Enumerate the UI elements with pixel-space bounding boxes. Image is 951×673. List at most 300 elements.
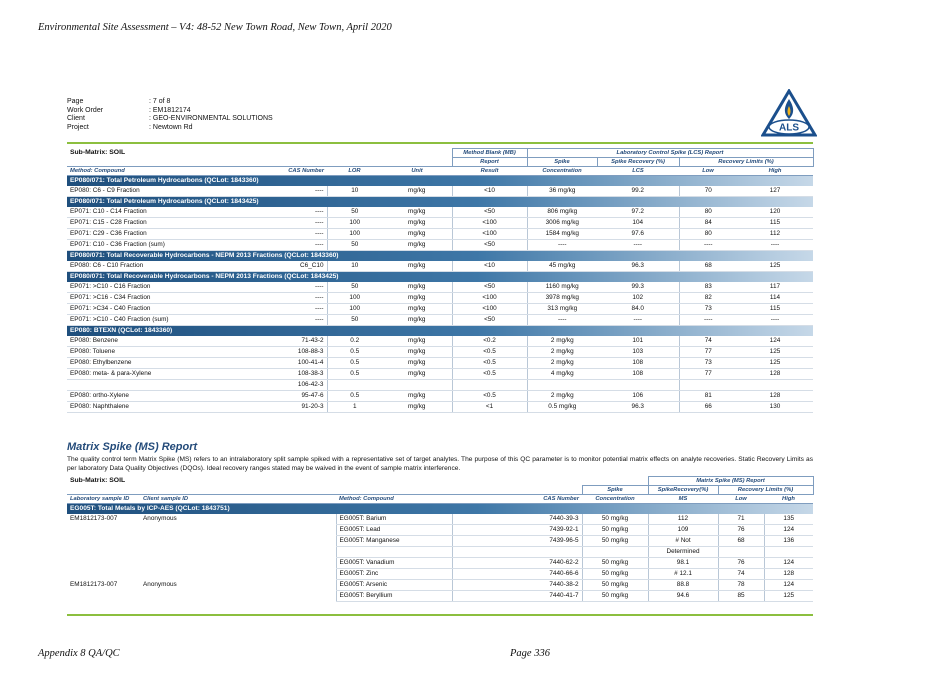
table-cell: 0.2: [327, 336, 382, 347]
ms-submatrix: Sub-Matrix: SOIL: [70, 476, 126, 484]
table-cell: [452, 547, 582, 558]
lcs-report-header: Laboratory Control Spike (LCS) Report: [527, 149, 813, 158]
info-value: : GEO-ENVIRONMENTAL SOLUTIONS: [149, 115, 273, 123]
table-cell: 124: [764, 558, 813, 569]
table-cell: 2 mg/kg: [527, 391, 597, 402]
table-cell: Determined: [648, 547, 718, 558]
table-cell: ----: [527, 240, 597, 251]
table-cell: [140, 525, 336, 536]
table-cell: EP071: >C10 - C16 Fraction: [67, 282, 227, 293]
table-cell: [67, 569, 140, 580]
table-cell: 125: [737, 261, 813, 272]
table-cell: <100: [452, 304, 527, 315]
table-cell: mg/kg: [382, 229, 452, 240]
table-cell: 80: [679, 229, 737, 240]
table-cell: EP080: Benzene: [67, 336, 227, 347]
table-row: [67, 282, 813, 293]
info-value: : Newtown Rd: [149, 123, 193, 131]
section-title: EG005T: Total Metals by ICP-AES (QCLot: 1843751): [67, 504, 813, 515]
table-cell: 109: [648, 525, 718, 536]
table-cell: EG005T: Beryllium: [336, 591, 452, 602]
ms-column-headers: [67, 495, 813, 504]
table-cell: [140, 547, 336, 558]
table-cell: 108-38-3: [227, 369, 327, 380]
ms-body: [67, 514, 813, 602]
table-cell: EG005T: Lead: [336, 525, 452, 536]
section-title: EP080/071: Total Recoverable Hydrocarbons - NEPM 2013 Fractions (QCLot: 1843425): [67, 272, 813, 283]
table-cell: 50 mg/kg: [582, 558, 648, 569]
table-cell: mg/kg: [382, 358, 452, 369]
table-cell: 50: [327, 207, 382, 218]
table-cell: EP071: C10 - C36 Fraction (sum): [67, 240, 227, 251]
col-low: Low: [735, 496, 747, 502]
table-row: [67, 547, 813, 558]
table-cell: 101: [597, 336, 679, 347]
table-cell: 128: [764, 569, 813, 580]
als-logo: [761, 89, 817, 137]
table-cell: ----: [597, 240, 679, 251]
section-row: [67, 176, 813, 187]
table-cell: 80: [679, 207, 737, 218]
table-row: [67, 380, 813, 391]
table-cell: [67, 525, 140, 536]
table-cell: 100: [327, 304, 382, 315]
lcs-column-headers: [67, 167, 813, 176]
table-cell: 2 mg/kg: [527, 336, 597, 347]
table-cell: <50: [452, 282, 527, 293]
table-cell: 124: [737, 336, 813, 347]
section-title: EP080/071: Total Petroleum Hydrocarbons (QCLot: 1843425): [67, 197, 813, 208]
table-cell: EG005T: Arsenic: [336, 580, 452, 591]
table-cell: mg/kg: [382, 218, 452, 229]
table-cell: 7440-38-2: [452, 580, 582, 591]
table-cell: [140, 569, 336, 580]
lcs-table: [67, 148, 814, 413]
table-cell: mg/kg: [382, 207, 452, 218]
divider: [67, 142, 813, 144]
table-cell: 99.2: [597, 186, 679, 197]
col-result: Result: [480, 168, 499, 174]
table-cell: 81: [679, 391, 737, 402]
section-row: [67, 251, 813, 262]
table-cell: 36 mg/kg: [527, 186, 597, 197]
table-cell: ----: [527, 315, 597, 326]
col-concentration: Concentration: [595, 496, 635, 502]
lcs-header-row: [67, 158, 813, 167]
document-header: Environmental Site Assessment – V4: 48-52 New Town Road, New Town, April 2020: [38, 22, 392, 33]
table-row: [67, 293, 813, 304]
table-cell: 135: [764, 514, 813, 525]
report-info: [67, 98, 273, 132]
ms-spike-header: Spike: [582, 486, 648, 495]
table-cell: 7440-62-2: [452, 558, 582, 569]
table-cell: 4 mg/kg: [527, 369, 597, 380]
table-cell: EP071: C10 - C14 Fraction: [67, 207, 227, 218]
table-cell: EP071: >C34 - C40 Fraction: [67, 304, 227, 315]
ms-header-row: [67, 477, 813, 486]
info-row: [67, 124, 273, 133]
table-row: [67, 218, 813, 229]
table-cell: 85: [718, 591, 764, 602]
table-cell: ----: [679, 315, 737, 326]
table-cell: 74: [679, 336, 737, 347]
table-cell: 78: [718, 580, 764, 591]
table-row: [67, 304, 813, 315]
table-cell: 83: [679, 282, 737, 293]
table-cell: 71: [718, 514, 764, 525]
table-row: [67, 207, 813, 218]
table-row: [67, 369, 813, 380]
table-cell: 104: [597, 218, 679, 229]
spike-header: Spike: [527, 158, 597, 167]
table-cell: mg/kg: [382, 293, 452, 304]
table-cell: 1160 mg/kg: [527, 282, 597, 293]
table-cell: [336, 547, 452, 558]
table-row: [67, 229, 813, 240]
report-header: Report: [452, 158, 527, 167]
table-cell: 100: [327, 229, 382, 240]
table-cell: [67, 591, 140, 602]
table-cell: 112: [737, 229, 813, 240]
table-cell: 100: [327, 218, 382, 229]
lcs-header-row: [67, 149, 813, 158]
table-cell: # Not: [648, 536, 718, 547]
table-cell: <1: [452, 402, 527, 413]
col-client-id: Client sample ID: [143, 496, 189, 502]
table-cell: 74: [718, 569, 764, 580]
table-cell: 0.5: [327, 358, 382, 369]
table-cell: <50: [452, 207, 527, 218]
table-cell: ----: [227, 207, 327, 218]
table-cell: EP080: meta- & para-Xylene: [67, 369, 227, 380]
table-cell: [527, 380, 597, 391]
table-row: [67, 514, 813, 525]
table-cell: 124: [764, 580, 813, 591]
table-cell: EM1812173-007: [70, 581, 118, 588]
table-row: [67, 558, 813, 569]
col-lcs: LCS: [632, 168, 644, 174]
table-cell: 0.5: [327, 369, 382, 380]
section-title: EP080/071: Total Recoverable Hydrocarbons - NEPM 2013 Fractions (QCLot: 1843360): [67, 251, 813, 262]
ms-table: [67, 476, 814, 602]
recovery-limits-header: Recovery Limits (%): [679, 158, 813, 167]
col-unit: Unit: [411, 168, 423, 174]
ms-recovery-limits-header: Recovery Limits (%): [718, 486, 813, 495]
table-cell: 127: [737, 186, 813, 197]
table-cell: ----: [227, 186, 327, 197]
table-cell: 70: [679, 186, 737, 197]
table-cell: [764, 547, 813, 558]
table-cell: ----: [227, 240, 327, 251]
table-row: [67, 358, 813, 369]
col-lab-id: Laboratory sample ID: [70, 496, 130, 502]
table-cell: ----: [597, 315, 679, 326]
table-cell: ----: [227, 218, 327, 229]
table-cell: 97.6: [597, 229, 679, 240]
table-cell: [597, 380, 679, 391]
ms-spike-recovery-header: SpikeRecovery(%): [648, 486, 718, 495]
table-cell: ----: [227, 293, 327, 304]
section-row: [67, 197, 813, 208]
section-row: [67, 326, 813, 337]
table-cell: 100-41-4: [227, 358, 327, 369]
table-row: [67, 536, 813, 547]
section-row: [67, 504, 813, 515]
table-cell: <0.5: [452, 391, 527, 402]
table-cell: mg/kg: [382, 186, 452, 197]
section-title: EP080/071: Total Petroleum Hydrocarbons (QCLot: 1843360): [67, 176, 813, 187]
table-cell: 1: [327, 402, 382, 413]
table-cell: <50: [452, 315, 527, 326]
table-cell: 50 mg/kg: [582, 536, 648, 547]
table-cell: 117: [737, 282, 813, 293]
table-cell: mg/kg: [382, 261, 452, 272]
table-cell: <0.5: [452, 358, 527, 369]
table-cell: EP071: >C10 - C40 Fraction (sum): [67, 315, 227, 326]
table-row: [67, 569, 813, 580]
table-cell: 10: [327, 186, 382, 197]
table-cell: mg/kg: [382, 315, 452, 326]
table-cell: [718, 547, 764, 558]
col-ms: MS: [678, 496, 688, 502]
table-cell: 50 mg/kg: [582, 569, 648, 580]
table-cell: [140, 558, 336, 569]
table-cell: 71-43-2: [227, 336, 327, 347]
ms-report-header: Matrix Spike (MS) Report: [648, 477, 813, 486]
info-row: [67, 98, 273, 107]
table-cell: Anonymous: [143, 581, 177, 588]
table-cell: 82: [679, 293, 737, 304]
table-cell: 0.5 mg/kg: [527, 402, 597, 413]
table-row: [67, 402, 813, 413]
table-cell: 103: [597, 347, 679, 358]
table-cell: <10: [452, 261, 527, 272]
table-cell: EP071: C29 - C36 Fraction: [67, 229, 227, 240]
table-cell: 106-42-3: [227, 380, 327, 391]
table-cell: [140, 536, 336, 547]
info-row: [67, 115, 273, 124]
table-cell: EP080: Ethylbenzene: [67, 358, 227, 369]
table-cell: 115: [737, 218, 813, 229]
table-cell: [582, 547, 648, 558]
table-row: [67, 391, 813, 402]
col-lor: LOR: [348, 168, 361, 174]
table-cell: 130: [737, 402, 813, 413]
divider: [67, 614, 813, 616]
table-cell: 66: [679, 402, 737, 413]
table-cell: 77: [679, 369, 737, 380]
table-cell: [67, 547, 140, 558]
table-cell: 108-88-3: [227, 347, 327, 358]
table-cell: 3978 mg/kg: [527, 293, 597, 304]
table-cell: <50: [452, 240, 527, 251]
col-method: Method: Compound: [339, 496, 394, 502]
table-cell: mg/kg: [382, 402, 452, 413]
col-cas: CAS Number: [288, 168, 324, 174]
table-cell: 84: [679, 218, 737, 229]
table-cell: ----: [737, 315, 813, 326]
section-title: EP080: BTEXN (QCLot: 1843360): [67, 326, 813, 337]
table-cell: ----: [227, 315, 327, 326]
table-cell: [67, 536, 140, 547]
section-row: [67, 272, 813, 283]
table-cell: 806 mg/kg: [527, 207, 597, 218]
table-cell: ----: [227, 282, 327, 293]
table-cell: mg/kg: [382, 391, 452, 402]
table-cell: 108: [597, 358, 679, 369]
table-cell: EM1812173-007: [70, 515, 118, 523]
table-cell: 120: [737, 207, 813, 218]
table-cell: mg/kg: [382, 240, 452, 251]
table-row: [67, 315, 813, 326]
col-concentration: Concentration: [542, 168, 582, 174]
table-cell: 76: [718, 558, 764, 569]
table-cell: 0.5: [327, 391, 382, 402]
table-cell: 7440-66-6: [452, 569, 582, 580]
table-cell: EG005T: Zinc: [336, 569, 452, 580]
table-cell: EP080: C6 - C10 Fraction: [67, 261, 227, 272]
table-cell: <100: [452, 293, 527, 304]
table-cell: 125: [737, 347, 813, 358]
info-label: Project: [67, 123, 89, 131]
table-cell: 50 mg/kg: [582, 580, 648, 591]
info-label: Client: [67, 115, 85, 123]
table-cell: [67, 380, 227, 391]
ms-header-row: [67, 486, 813, 495]
col-low: Low: [702, 168, 714, 174]
table-row: [67, 261, 813, 272]
table-cell: 100: [327, 293, 382, 304]
table-cell: mg/kg: [382, 304, 452, 315]
table-cell: <100: [452, 218, 527, 229]
table-cell: EP071: C15 - C28 Fraction: [67, 218, 227, 229]
table-cell: 94.6: [648, 591, 718, 602]
table-cell: EG005T: Barium: [336, 514, 452, 525]
table-cell: 97.2: [597, 207, 679, 218]
table-cell: 0.5: [327, 347, 382, 358]
table-cell: EG005T: Manganese: [336, 536, 452, 547]
footer-appendix: Appendix 8 QA/QC: [38, 648, 120, 659]
spike-recovery-header: Spike Recovery (%): [597, 158, 679, 167]
table-cell: # 12.1: [648, 569, 718, 580]
info-value: : 7 of 8: [149, 98, 171, 105]
table-row: [67, 525, 813, 536]
ms-description: The quality control term Matrix Spike (MS) refers to an intralaboratory split sample spiked with a representative set of target analytes. The purpose of this QC parameter is to monitor potential matrix effects on analyte recoveries. Static Recovery Limits as per laboratory Data Quality Objectives (DQOs). Ideal recovery ranges stated may be waived in the event of sample matrix interference.: [67, 456, 813, 472]
table-cell: 95-47-6: [227, 391, 327, 402]
table-cell: 7439-96-5: [452, 536, 582, 547]
table-cell: 106: [597, 391, 679, 402]
table-cell: [737, 380, 813, 391]
table-cell: [67, 558, 140, 569]
table-cell: 50 mg/kg: [582, 525, 648, 536]
table-cell: EP080: C6 - C9 Fraction: [67, 186, 227, 197]
table-cell: 50: [327, 315, 382, 326]
table-cell: EP071: >C16 - C34 Fraction: [67, 293, 227, 304]
table-cell: 1584 mg/kg: [527, 229, 597, 240]
table-cell: 68: [718, 536, 764, 547]
table-cell: 7440-39-3: [452, 514, 582, 525]
table-cell: EG005T: Vanadium: [336, 558, 452, 569]
table-cell: 84.0: [597, 304, 679, 315]
table-cell: 98.1: [648, 558, 718, 569]
table-cell: 2 mg/kg: [527, 358, 597, 369]
table-cell: [327, 380, 382, 391]
col-cas: CAS Number: [543, 496, 579, 502]
col-high: High: [768, 168, 782, 174]
table-cell: 7439-92-1: [452, 525, 582, 536]
table-cell: <0.5: [452, 347, 527, 358]
table-row: [67, 186, 813, 197]
table-cell: 99.3: [597, 282, 679, 293]
table-cell: 128: [737, 369, 813, 380]
table-cell: 102: [597, 293, 679, 304]
table-cell: 112: [648, 514, 718, 525]
table-cell: [452, 380, 527, 391]
table-cell: 50 mg/kg: [582, 591, 648, 602]
table-cell: ----: [679, 240, 737, 251]
info-label: Page: [67, 98, 84, 105]
table-cell: C6_C10: [227, 261, 327, 272]
logo-text: ALS: [779, 122, 799, 134]
table-cell: 73: [679, 304, 737, 315]
table-row: [67, 336, 813, 347]
table-cell: 125: [764, 591, 813, 602]
table-cell: mg/kg: [382, 282, 452, 293]
table-cell: 50: [327, 282, 382, 293]
table-cell: 3006 mg/kg: [527, 218, 597, 229]
ms-report-title: Matrix Spike (MS) Report: [67, 441, 198, 453]
table-cell: 76: [718, 525, 764, 536]
info-value: : EM1812174: [149, 106, 191, 114]
table-cell: <100: [452, 229, 527, 240]
table-row: [67, 347, 813, 358]
table-cell: <0.5: [452, 369, 527, 380]
table-cell: 2 mg/kg: [527, 347, 597, 358]
footer-page-number: Page 336: [510, 648, 550, 659]
table-cell: [382, 380, 452, 391]
lcs-submatrix: Sub-Matrix: SOIL: [70, 149, 126, 156]
table-cell: 96.3: [597, 402, 679, 413]
table-cell: 313 mg/kg: [527, 304, 597, 315]
table-cell: 50: [327, 240, 382, 251]
table-cell: 88.8: [648, 580, 718, 591]
table-cell: 136: [764, 536, 813, 547]
table-cell: 125: [737, 358, 813, 369]
table-cell: 91-20-3: [227, 402, 327, 413]
info-row: [67, 107, 273, 116]
table-cell: 96.3: [597, 261, 679, 272]
table-cell: 73: [679, 358, 737, 369]
table-cell: 7440-41-7: [452, 591, 582, 602]
lcs-body: [67, 176, 813, 413]
table-cell: 50 mg/kg: [582, 514, 648, 525]
table-cell: 124: [764, 525, 813, 536]
table-cell: 114: [737, 293, 813, 304]
col-high: High: [782, 496, 795, 502]
table-cell: EP080: ortho-Xylene: [67, 391, 227, 402]
table-cell: 68: [679, 261, 737, 272]
table-cell: 128: [737, 391, 813, 402]
table-cell: ----: [227, 304, 327, 315]
table-cell: Anonymous: [143, 515, 177, 523]
table-cell: [679, 380, 737, 391]
table-cell: 108: [597, 369, 679, 380]
table-cell: ----: [737, 240, 813, 251]
table-cell: 77: [679, 347, 737, 358]
info-label: Work Order: [67, 106, 104, 114]
table-row: [67, 240, 813, 251]
table-cell: 115: [737, 304, 813, 315]
